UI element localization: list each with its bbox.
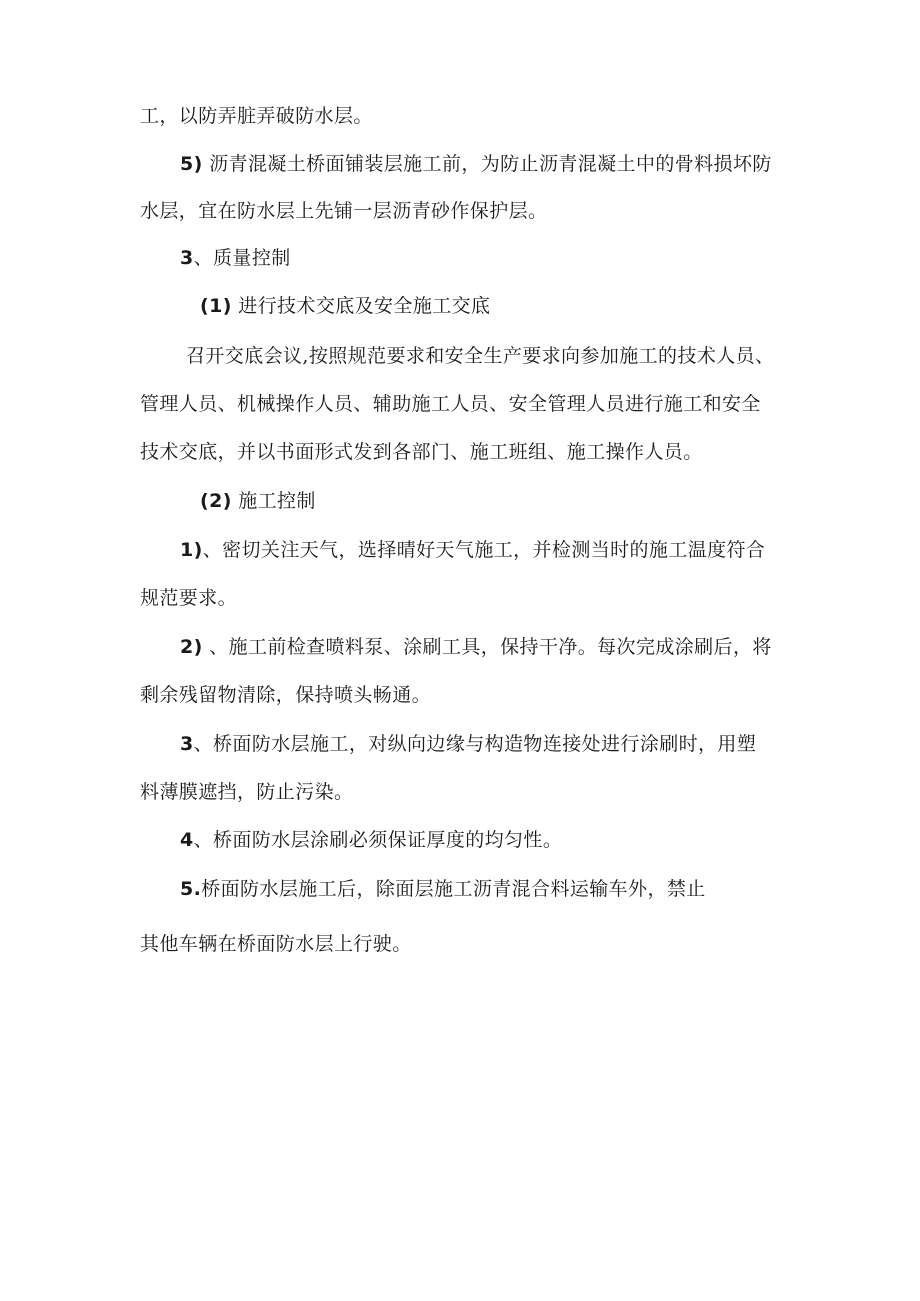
text-line-17: 5.桥面防水层施工后，除面层施工沥青混合料运输车外，禁止 <box>180 878 706 900</box>
section-heading-quality-control: 3、质量控制 <box>180 247 291 269</box>
text-line-6: 召开交底会议,按照规范要求和安全生产要求向参加施工的技术人员、 <box>186 345 775 367</box>
text-line-14: 3、桥面防水层施工，对纵向边缘与构造物连接处进行涂刷时，用塑 <box>180 733 757 755</box>
text-line-13: 剩余残留物清除，保持喷头畅通。 <box>140 684 432 706</box>
text-line-12: 2) 、施工前检查喷料泵、涂刷工具，保持干净。每次完成涂刷后，将 <box>180 636 772 658</box>
subheading-technical-disclosure: (1) 进行技术交底及安全施工交底 <box>200 295 491 317</box>
text-line-10: 1)、密切关注天气，选择晴好天气施工，并检测当时的施工温度符合 <box>180 539 766 561</box>
text-line-15: 料薄膜遮挡，防止污染。 <box>140 781 354 803</box>
text-line-7: 管理人员、机械操作人员、辅助施工人员、安全管理人员进行施工和安全 <box>140 393 761 415</box>
text-line-1: 工，以防弄脏弄破防水层。 <box>140 105 373 127</box>
subheading-construction-control: (2) 施工控制 <box>200 490 316 512</box>
text-line-2: 5) 沥青混凝土桥面铺装层施工前，为防止沥青混凝土中的骨料损坏防 <box>180 153 772 175</box>
text-line-11: 规范要求。 <box>140 587 238 609</box>
text-line-8: 技术交底，并以书面形式发到各部门、施工班组、施工操作人员。 <box>140 441 703 463</box>
text-line-3: 水层，宜在防水层上先铺一层沥青砂作保护层。 <box>140 200 548 222</box>
text-line-16: 4、桥面防水层涂刷必须保证厚度的均匀性。 <box>180 829 563 851</box>
text-line-18: 其他车辆在桥面防水层上行驶。 <box>140 933 412 955</box>
